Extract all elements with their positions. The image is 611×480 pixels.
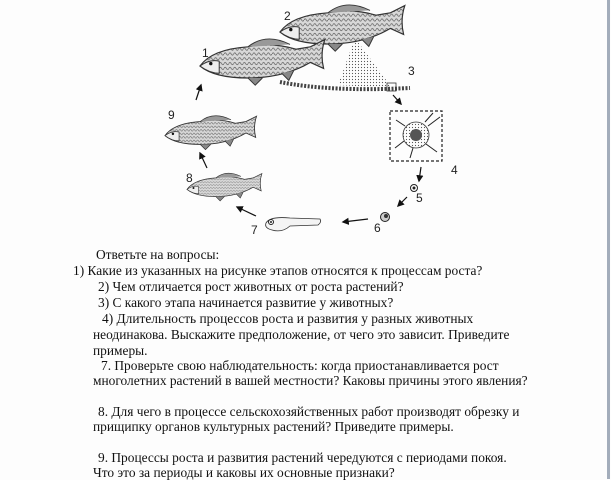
larva-stage-7 <box>266 218 321 231</box>
question-9-line-1: 9. Процессы роста и развития растений чередуются с периодами покоя. <box>98 450 507 465</box>
stage-label-2: 2 <box>284 9 291 23</box>
stage-label-5: 5 <box>416 191 423 205</box>
stage-label-6: 6 <box>374 221 381 235</box>
fish-stage-1 <box>200 39 325 85</box>
stage-label-7: 7 <box>251 223 258 237</box>
stage-label-3: 3 <box>408 64 415 78</box>
question-8-line-1: 8. Для чего в процессе сельскохозяйственных работ производят обрезку и <box>98 404 520 419</box>
question-9-line-2: Что это за периоды и каковы их основные признаки? <box>93 465 395 480</box>
fish-stage-2 <box>280 5 405 51</box>
stage-label-1: 1 <box>202 46 209 60</box>
question-1: 1) Какие из указанных на рисунке этапов относятся к процессам роста? <box>73 263 483 278</box>
question-7-line-2: многолетних растений в вашей местности? Каковы причины этого явления? <box>93 373 528 388</box>
question-3: 3) С какого этапа начинается развитие у животных? <box>98 295 394 310</box>
fish-life-cycle-figure <box>150 0 480 245</box>
fish-stage-9 <box>165 116 257 150</box>
question-2: 2) Чем отличается рост животных от роста растений? <box>98 279 404 294</box>
egg-stage-6 <box>381 213 390 222</box>
question-4-line-2: неодинакова. Выскажите предположение, от чего это зависит. Приведите <box>93 327 510 342</box>
question-8-line-2: прищипку органов культурных растений? Приведите примеры. <box>93 419 454 434</box>
stage-label-9: 9 <box>168 108 175 122</box>
stage-label-4: 4 <box>451 163 458 177</box>
window-border <box>607 0 610 479</box>
question-4-line-1: 4) Длительность процессов роста и развития у разных животных <box>102 311 474 326</box>
question-7-line-1: 7. Проверьте свою наблюдательность: когда приостанавливается рост <box>101 358 499 373</box>
question-4-line-3: примеры. <box>93 343 148 358</box>
stage-label-8: 8 <box>186 171 193 185</box>
fertilized-egg-enlarged <box>390 111 442 161</box>
fish-stage-8 <box>187 173 262 201</box>
questions-intro: Ответьте на вопросы: <box>96 247 220 262</box>
